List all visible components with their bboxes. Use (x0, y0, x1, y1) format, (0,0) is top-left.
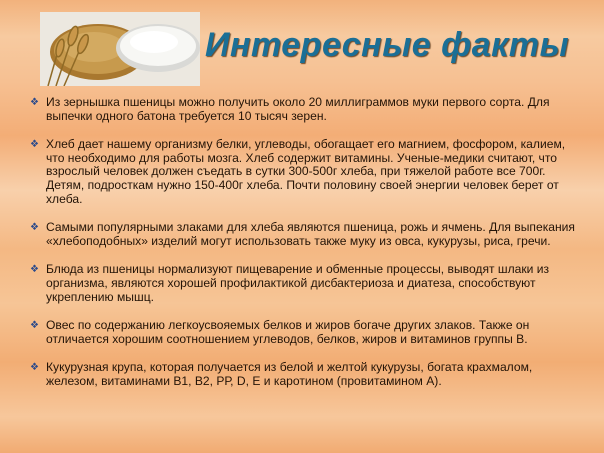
fact-text: Самыми популярными злаками для хлеба являются пшеница, рожь и ячмень. Для выпекания «хлебоподобных» изделий могут использовать также муку из овса, кукурузы, риса, гречи. (46, 220, 575, 248)
diamond-bullet-icon: ❖ (30, 222, 39, 234)
diamond-bullet-icon: ❖ (30, 139, 39, 151)
facts-list (30, 96, 578, 404)
wheat-and-flour-image (40, 12, 200, 86)
diamond-bullet-icon: ❖ (30, 97, 39, 108)
diamond-bullet-icon: ❖ (30, 320, 39, 332)
wheat-and-flour-illustration (40, 12, 200, 86)
slide-title: Интересные факты (205, 26, 570, 64)
fact-text: Из зернышка пшеницы можно получить около 20 миллиграммов муки первого сорта. Для выпечки одного батона требуется 10 тысяч зерен. (46, 95, 550, 123)
fact-text: Кукурузная крупа, которая получается из белой и желтой кукурузы, богата крахмалом, железом, витаминами В1, В2, РР, D, Е и каротином (провитамином А). (46, 360, 533, 388)
fact-item (30, 263, 578, 304)
fact-text: Хлеб дает нашему организму белки, углеводы, обогащает его магнием, фосфором, калием, что необходимо для работы мозга. Хлеб содержит витамины. Ученые-медики считают, что взрослый человек должен съедать в сутки 300-500г хлеба, при тяжелой работе все 700г. Детям, подросткам нужно 150-400г хлеба. Почти половину своей энергии человек берет от хлеба. (46, 137, 566, 206)
fact-item (30, 221, 578, 248)
fact-item (30, 319, 578, 346)
fact-text: Блюда из пшеницы нормализуют пищеварение и обменные процессы, выводят шлаки из организма, являются хорошей профилактикой дисбактериоза и диатеза, способствуют укреплению мышц. (46, 262, 550, 304)
fact-text: Овес по содержанию легкоусвояемых белков и жиров богаче других злаков. Также он отличается хорошим соотношением углеводов, белков, жиров и витаминов группы В. (46, 318, 530, 346)
diamond-bullet-icon: ❖ (30, 362, 39, 374)
diamond-bullet-icon: ❖ (30, 264, 39, 276)
fact-item (30, 361, 578, 388)
fact-item (30, 138, 578, 206)
fact-item (30, 96, 578, 123)
